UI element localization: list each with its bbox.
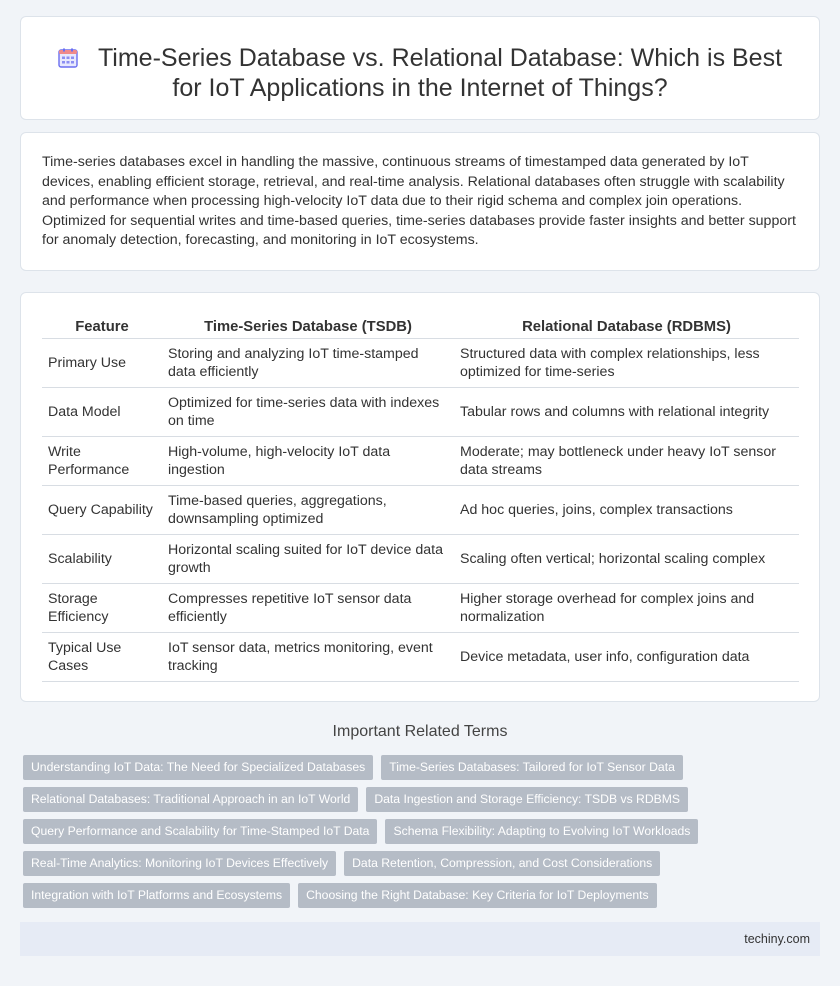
related-term-tag[interactable]: Data Retention, Compression, and Cost Considerations xyxy=(344,851,660,876)
related-term-tag[interactable]: Understanding IoT Data: The Need for Specialized Databases xyxy=(23,755,373,780)
calendar-grid-icon xyxy=(58,48,78,68)
related-term-tag[interactable]: Time-Series Databases: Tailored for IoT Sensor Data xyxy=(381,755,683,780)
tag-row xyxy=(23,819,803,844)
tag-row xyxy=(23,883,803,908)
row-rdbms-cell: Device metadata, user info, configuration data xyxy=(454,632,799,681)
row-feature-cell: Write Performance xyxy=(42,436,162,485)
related-term-tag[interactable]: Query Performance and Scalability for Time-Stamped IoT Data xyxy=(23,819,377,844)
related-terms-heading: Important Related Terms xyxy=(332,723,508,740)
table-row xyxy=(42,632,799,681)
tag-row xyxy=(23,755,803,780)
comparison-table-card xyxy=(20,292,820,702)
table-row xyxy=(42,485,799,534)
related-terms-list xyxy=(23,755,803,915)
related-term-tag[interactable]: Integration with IoT Platforms and Ecosystems xyxy=(23,883,290,908)
page-title xyxy=(21,43,819,103)
related-term-tag[interactable]: Data Ingestion and Storage Efficiency: TSDB vs RDBMS xyxy=(366,787,688,812)
header-card xyxy=(20,16,820,120)
row-rdbms-cell: Moderate; may bottleneck under heavy IoT sensor data streams xyxy=(454,436,799,485)
page-title-text: Time-Series Database vs. Relational Database: Which is Best for IoT Applications in the Internet of Things? xyxy=(97,44,783,102)
row-rdbms-cell: Tabular rows and columns with relational integrity xyxy=(454,387,799,436)
footer xyxy=(20,922,820,956)
row-tsdb-cell: Storing and analyzing IoT time-stamped data efficiently xyxy=(162,338,454,387)
tag-row xyxy=(23,851,803,876)
tag-row xyxy=(23,787,803,812)
related-term-tag[interactable]: Schema Flexibility: Adapting to Evolving IoT Workloads xyxy=(385,819,698,844)
table-row xyxy=(42,436,799,485)
row-tsdb-cell: Horizontal scaling suited for IoT device data growth xyxy=(162,534,454,583)
table-row xyxy=(42,338,799,387)
row-tsdb-cell: High-volume, high-velocity IoT data ingestion xyxy=(162,436,454,485)
table-row xyxy=(42,583,799,632)
row-tsdb-cell: Compresses repetitive IoT sensor data efficiently xyxy=(162,583,454,632)
row-feature-cell: Scalability xyxy=(42,534,162,583)
column-header-feature: Feature xyxy=(42,316,162,338)
row-rdbms-cell: Scaling often vertical; horizontal scaling complex xyxy=(454,534,799,583)
row-feature-cell: Data Model xyxy=(42,387,162,436)
row-feature-cell: Storage Efficiency xyxy=(42,583,162,632)
row-tsdb-cell: IoT sensor data, metrics monitoring, event tracking xyxy=(162,632,454,681)
related-term-tag[interactable]: Real-Time Analytics: Monitoring IoT Devices Effectively xyxy=(23,851,336,876)
related-term-tag[interactable]: Relational Databases: Traditional Approach in an IoT World xyxy=(23,787,358,812)
summary-card xyxy=(20,132,820,271)
column-header-tsdb: Time-Series Database (TSDB) xyxy=(162,316,454,338)
row-feature-cell: Primary Use xyxy=(42,338,162,387)
row-rdbms-cell: Ad hoc queries, joins, complex transactions xyxy=(454,485,799,534)
row-tsdb-cell: Optimized for time-series data with indexes on time xyxy=(162,387,454,436)
summary-paragraph: Time-series databases excel in handling the massive, continuous streams of timestamped data generated by IoT devices, enabling efficient storage, retrieval, and real-time analysis. Relational databases often struggle with scalability and performance when processing high-velocity IoT data due to their rigid schema and complex join operations. Optimized for sequential writes and time-based queries, time-series databases provide faster insights and better support for anomaly detection, forecasting, and monitoring in IoT ecosystems. xyxy=(42,154,796,248)
row-feature-cell: Query Capability xyxy=(42,485,162,534)
row-feature-cell: Typical Use Cases xyxy=(42,632,162,681)
related-term-tag[interactable]: Choosing the Right Database: Key Criteria for IoT Deployments xyxy=(298,883,657,908)
table-row xyxy=(42,387,799,436)
column-header-rdbms: Relational Database (RDBMS) xyxy=(454,316,799,338)
row-rdbms-cell: Higher storage overhead for complex joins and normalization xyxy=(454,583,799,632)
row-rdbms-cell: Structured data with complex relationships, less optimized for time-series xyxy=(454,338,799,387)
comparison-table xyxy=(42,316,799,682)
table-header-row xyxy=(42,316,799,338)
row-tsdb-cell: Time-based queries, aggregations, downsampling optimized xyxy=(162,485,454,534)
table-row xyxy=(42,534,799,583)
footer-site-link[interactable]: techiny.com xyxy=(744,932,810,946)
